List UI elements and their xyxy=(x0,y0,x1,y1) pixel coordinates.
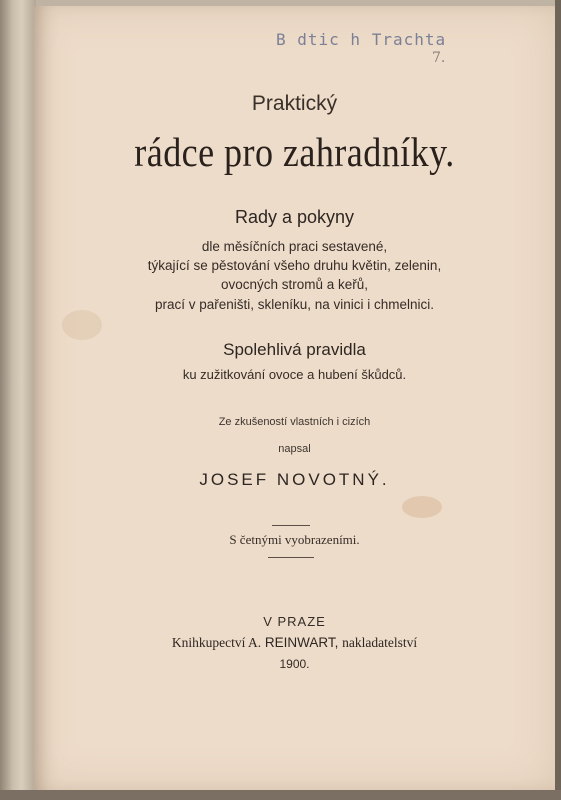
book-title: rádce pro zahradníky. xyxy=(134,129,455,175)
page-edge-right xyxy=(555,0,561,800)
imprint-year: 1900. xyxy=(279,657,310,671)
divider-top xyxy=(272,525,310,526)
page-edge-bottom xyxy=(0,790,561,800)
written-by: napsal xyxy=(278,443,311,455)
subtitle: Rady a pokyny xyxy=(234,207,355,227)
publisher-name: REINWART, xyxy=(264,635,339,650)
pencil-mark: 7. xyxy=(432,50,446,66)
imprint-publisher xyxy=(34,635,555,651)
illustrations-note: S četnými vyobrazeními. xyxy=(229,532,360,547)
foxing-stain xyxy=(62,310,102,340)
author-name: JOSEF NOVOTNÝ. xyxy=(199,470,390,489)
publisher-suffix: nakladatelství xyxy=(342,635,418,650)
description-line: dle měsíčních praci sestavené, xyxy=(201,239,388,254)
description-line: týkající se pěstování všeho druhu květin, zelenin, xyxy=(147,258,442,273)
book-spine xyxy=(0,0,36,800)
imprint-city: V PRAZE xyxy=(263,614,326,629)
foxing-stain xyxy=(402,496,442,518)
title-page xyxy=(34,6,555,790)
description-line: ovocných stromů a keřů, xyxy=(220,277,369,292)
divider-bottom xyxy=(268,557,314,558)
description-line: prací v pařeništi, skleníku, na vinici i chmelnici. xyxy=(154,297,435,312)
experience-note: Ze zkušeností vlastních i cizích xyxy=(218,416,371,428)
title-prefix: Praktický xyxy=(251,92,338,115)
owner-stamp: B dtic h Trachta xyxy=(276,30,447,49)
section-text: ku zužitkování ovoce a hubení škůdců. xyxy=(182,367,407,382)
section-heading: Spolehlivá pravidla xyxy=(223,340,366,359)
publisher-prefix: Knihkupectví A. xyxy=(171,635,262,650)
